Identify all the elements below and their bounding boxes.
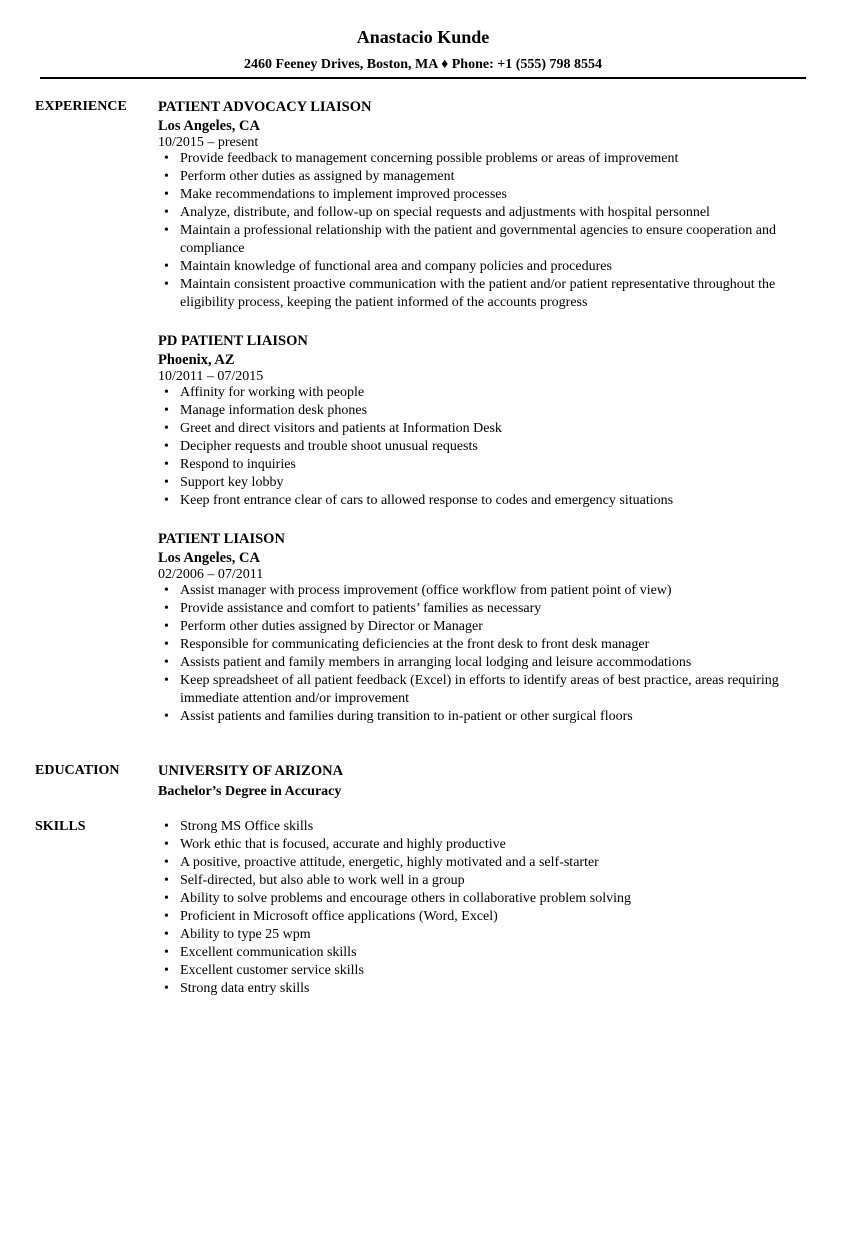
job-duties-list: [158, 150, 818, 312]
header-divider: [40, 77, 806, 79]
candidate-name: Anastacio Kunde: [356, 27, 490, 47]
job-location: Los Angeles, CA: [158, 550, 260, 566]
job-duty: • Affinity for working with people: [158, 384, 818, 402]
job-title: PATIENT ADVOCACY LIAISON: [158, 99, 372, 115]
education-degree: Bachelor’s Degree in Accuracy: [158, 784, 342, 799]
job-entry: [158, 530, 818, 726]
job-duty: • Maintain consistent proactive communication with the patient and/or patient representative throughout the eligibility process, keeping the patient informed of the accounts progress: [158, 276, 818, 312]
skill-item: • Proficient in Microsoft office applications (Word, Excel): [158, 908, 818, 926]
job-dates: 10/2011 – 07/2015: [158, 369, 264, 384]
job-title: PATIENT LIAISON: [158, 531, 285, 547]
skill-item: • Strong MS Office skills: [158, 818, 818, 836]
job-duty: • Maintain a professional relationship with the patient and governmental agencies to ensure cooperation and compliance: [158, 222, 818, 258]
job-duty: • Keep front entrance clear of cars to allowed response to codes and emergency situations: [158, 492, 818, 510]
job-duty: • Maintain knowledge of functional area and company policies and procedures: [158, 258, 818, 276]
job-duty: • Provide assistance and comfort to patients’ families as necessary: [158, 600, 818, 618]
job-title: PD PATIENT LIAISON: [158, 333, 308, 349]
job-duty: • Assist patients and families during transition to in-patient or other surgical floors: [158, 708, 818, 726]
job-location: Los Angeles, CA: [158, 118, 260, 134]
section-title-skills: SKILLS: [35, 819, 86, 834]
job-duty: • Keep spreadsheet of all patient feedback (Excel) in efforts to identify areas of best practice, areas requiring immediate attention and/or improvement: [158, 672, 818, 708]
skill-item: • Strong data entry skills: [158, 980, 818, 998]
skill-item: • Excellent communication skills: [158, 944, 818, 962]
job-duty: • Support key lobby: [158, 474, 818, 492]
skill-item: • Work ethic that is focused, accurate and highly productive: [158, 836, 818, 854]
contact-line: 2460 Feeney Drives, Boston, MA ♦ Phone: +1 (555) 798 8554: [243, 57, 603, 72]
job-duty: • Perform other duties assigned by Director or Manager: [158, 618, 818, 636]
skills-list: [158, 818, 818, 998]
education-section: [158, 762, 818, 802]
job-duties-list: [158, 384, 818, 510]
job-dates: 02/2006 – 07/2011: [158, 567, 264, 582]
skill-item: • Ability to solve problems and encourage others in collaborative problem solving: [158, 890, 818, 908]
job-entry: [158, 332, 818, 510]
job-duty: • Assists patient and family members in arranging local lodging and leisure accommodations: [158, 654, 818, 672]
job-duty: • Manage information desk phones: [158, 402, 818, 420]
job-location: Phoenix, AZ: [158, 352, 235, 368]
section-title-experience: EXPERIENCE: [35, 99, 127, 114]
job-duty: • Perform other duties as assigned by management: [158, 168, 818, 186]
job-duty: • Provide feedback to management concerning possible problems or areas of improvement: [158, 150, 818, 168]
job-duty: • Decipher requests and trouble shoot unusual requests: [158, 438, 818, 456]
resume-header: [40, 26, 806, 74]
section-title-education: EDUCATION: [35, 763, 120, 778]
skill-item: • Ability to type 25 wpm: [158, 926, 818, 944]
job-duty: • Greet and direct visitors and patients at Information Desk: [158, 420, 818, 438]
job-duties-list: [158, 582, 818, 726]
job-entry: [158, 98, 818, 312]
skills-section: [158, 818, 818, 998]
skill-item: • A positive, proactive attitude, energetic, highly motivated and a self-starter: [158, 854, 818, 872]
job-dates: 10/2015 – present: [158, 135, 259, 150]
job-duty: • Make recommendations to implement improved processes: [158, 186, 818, 204]
job-duty: • Assist manager with process improvement (office workflow from patient point of view): [158, 582, 818, 600]
skill-item: • Excellent customer service skills: [158, 962, 818, 980]
skill-item: • Self-directed, but also able to work well in a group: [158, 872, 818, 890]
job-duty: • Analyze, distribute, and follow-up on special requests and adjustments with hospital personnel: [158, 204, 818, 222]
experience-section: [158, 98, 818, 746]
education-school: UNIVERSITY OF ARIZONA: [158, 763, 344, 779]
job-duty: • Respond to inquiries: [158, 456, 818, 474]
job-duty: • Responsible for communicating deficiencies at the front desk to front desk manager: [158, 636, 818, 654]
